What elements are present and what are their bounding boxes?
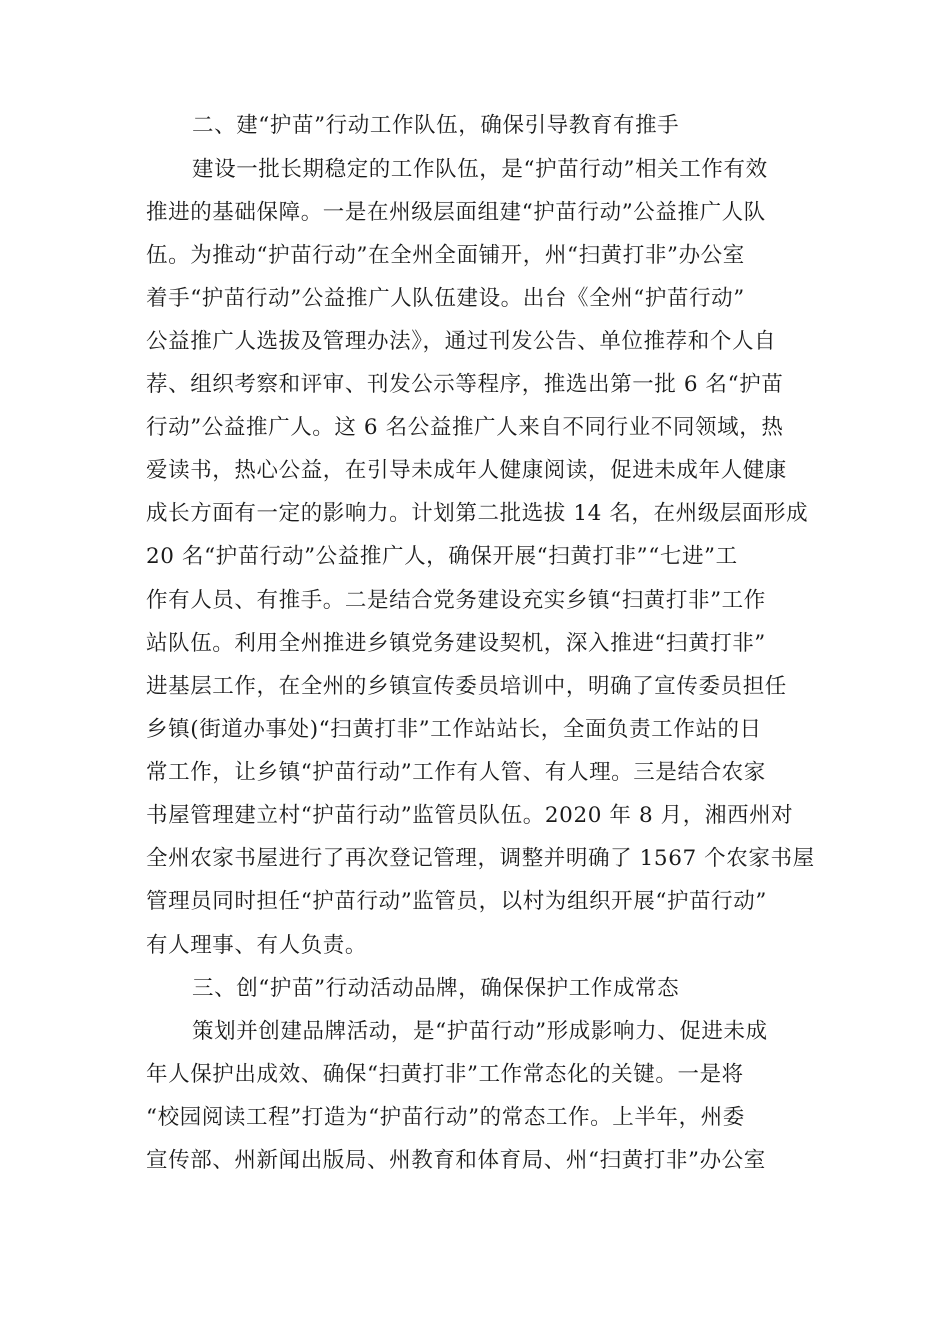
paragraph-line: “校园阅读工程”打造为“护苗行动”的常态工作。上半年，州委 [146, 1105, 745, 1130]
paragraph-line: 爱读书，热心公益，在引导未成年人健康阅读，促进未成年人健康 [146, 458, 787, 483]
paragraph-line: 建设一批长期稳定的工作队伍，是“护苗行动”相关工作有效 [192, 157, 768, 182]
paragraph-line: 公益推广人选拔及管理办法》，通过刊发公告、单位推荐和个人自 [146, 329, 777, 354]
paragraph-line: 全州农家书屋进行了再次登记管理，调整并明确了 1567 个农家书屋 [146, 846, 815, 871]
paragraph-line: 伍。为推动“护苗行动”在全州全面铺开，州“扫黄打非”办公室 [146, 243, 745, 268]
paragraph-line: 有人理事、有人负责。 [146, 933, 368, 958]
paragraph-line: 20 名“护苗行动”公益推广人，确保开展“扫黄打非”“七进”工 [146, 544, 738, 569]
paragraph-line: 乡镇(街道办事处)“扫黄打非”工作站站长，全面负责工作站的日 [146, 717, 762, 742]
paragraph-line: 作有人员、有推手。二是结合党务建设充实乡镇“扫黄打非”工作 [146, 588, 766, 613]
section-heading-3: 三、创“护苗”行动活动品牌，确保保护工作成常态 [192, 976, 680, 1001]
paragraph-line: 推进的基础保障。一是在州级层面组建“护苗行动”公益推广人队 [146, 200, 766, 225]
paragraph-line: 常工作，让乡镇“护苗行动”工作有人管、有人理。三是结合农家 [146, 760, 766, 785]
section-heading-2: 二、建“护苗”行动工作队伍，确保引导教育有推手 [192, 113, 680, 138]
paragraph-line: 着手“护苗行动”公益推广人队伍建设。出台《全州“护苗行动” [146, 286, 745, 311]
paragraph-line: 成长方面有一定的影响力。计划第二批选拔 14 名，在州级层面形成 [146, 501, 809, 526]
paragraph-line: 行动”公益推广人。这 6 名公益推广人来自不同行业不同领域，热 [146, 415, 784, 440]
paragraph-line: 书屋管理建立村“护苗行动”监管员队伍。2020 年 8 月，湘西州对 [146, 803, 794, 828]
paragraph-line: 荐、组织考察和评审、刊发公示等程序，推选出第一批 6 名“护苗 [146, 372, 784, 397]
paragraph-line: 管理员同时担任“护苗行动”监管员，以村为组织开展“护苗行动” [146, 889, 767, 914]
paragraph-line: 年人保护出成效、确保“扫黄打非”工作常态化的关键。一是将 [146, 1062, 744, 1087]
paragraph-line: 站队伍。利用全州推进乡镇党务建设契机，深入推进“扫黄打非” [146, 631, 766, 656]
paragraph-line: 策划并创建品牌活动，是“护苗行动”形成影响力、促进未成 [192, 1019, 768, 1044]
paragraph-line: 宣传部、州新闻出版局、州教育和体育局、州“扫黄打非”办公室 [146, 1148, 766, 1173]
paragraph-line: 进基层工作，在全州的乡镇宣传委员培训中，明确了宣传委员担任 [146, 674, 787, 699]
